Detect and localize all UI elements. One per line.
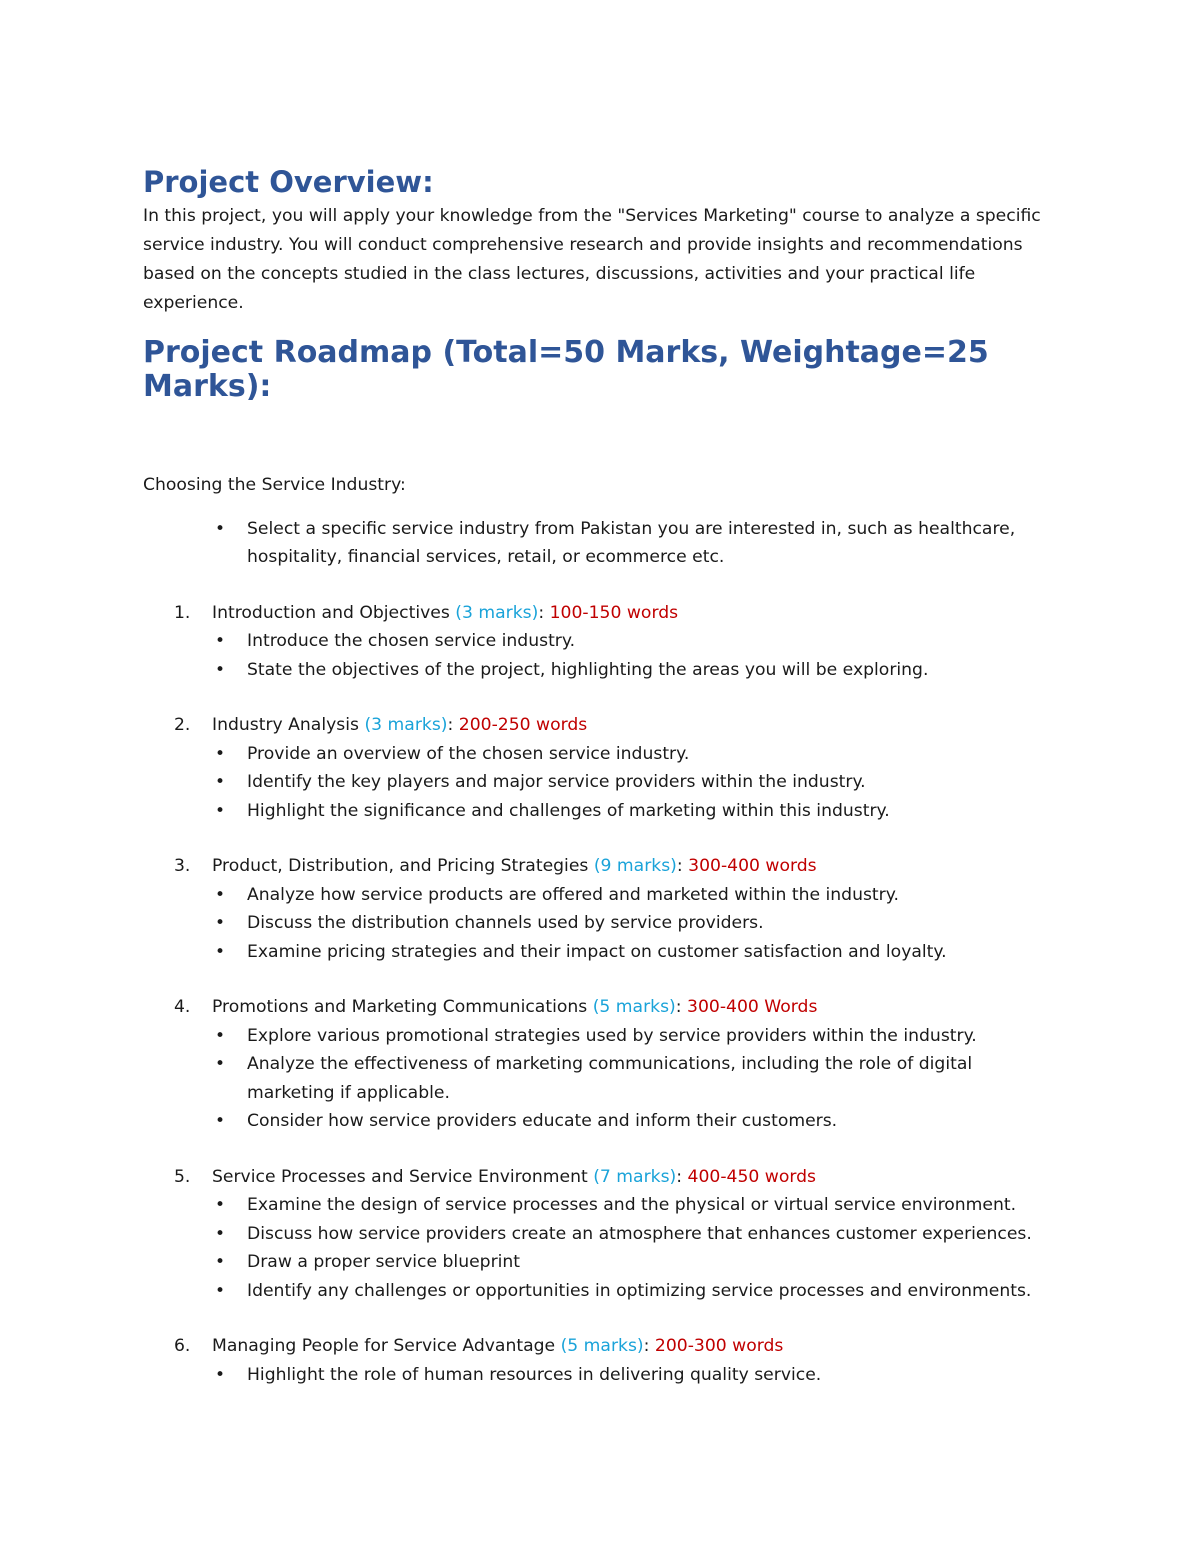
bullet-text: State the objectives of the project, highlighting the areas you will be exploring. [247, 659, 929, 680]
overview-paragraph [143, 202, 1073, 318]
section-name: Product, Distribution, and Pricing Strategies [212, 856, 589, 877]
bullet-text: Examine pricing strategies and their impact on customer satisfaction and loyalty. [247, 941, 947, 962]
bullet-icon: • [215, 1252, 226, 1273]
list-item [143, 909, 1073, 938]
bullet-text: Examine the design of service processes and the physical or virtual service environment. [247, 1195, 1017, 1216]
list-item [143, 1277, 1073, 1306]
bullet-icon: • [215, 743, 226, 764]
bullet-icon: • [215, 800, 226, 821]
list-item [143, 1191, 1073, 1220]
section-word-count: 200-300 words [654, 1336, 784, 1357]
section-marks: (5 marks) [592, 997, 676, 1018]
colon: : [676, 856, 689, 877]
bullet-icon: • [215, 941, 226, 962]
list-item [143, 627, 1073, 656]
section-word-count: 300-400 Words [687, 997, 818, 1018]
list-item [143, 1050, 1073, 1079]
colon: : [675, 997, 688, 1018]
list-item [143, 1022, 1073, 1051]
bullet-text: Consider how service providers educate and inform their customers. [247, 1111, 838, 1132]
bullet-icon: • [215, 1195, 226, 1216]
list-item [143, 1248, 1073, 1277]
bullet-text: marketing if applicable. [247, 1082, 450, 1103]
section-name: Promotions and Marketing Communications [212, 997, 588, 1018]
bullet-text: Introduce the chosen service industry. [247, 631, 576, 652]
bullet-text: Identify the key players and major service providers within the industry. [247, 772, 866, 793]
bullet-icon: • [215, 772, 226, 793]
section-title [143, 711, 1073, 740]
roadmap-heading-line: Project Roadmap (Total=50 Marks, Weightage=25 [143, 335, 989, 371]
overview-line: experience. [143, 293, 244, 314]
list-item [143, 1079, 1073, 1108]
section-number: 4. [174, 997, 191, 1018]
colon: : [676, 1166, 688, 1187]
bullet-icon: • [215, 913, 226, 934]
section-title [143, 1163, 1073, 1192]
section-4 [143, 993, 1073, 1136]
bullet-text: Select a specific service industry from Pakistan you are interested in, such as healthcare, [247, 518, 1016, 539]
choosing-label: Choosing the Service Industry: [143, 474, 406, 495]
bullet-text: Analyze how service products are offered and marketed within the industry. [247, 884, 899, 905]
section-name: Introduction and Objectives [212, 602, 450, 623]
bullet-icon: • [215, 1223, 226, 1244]
section-name: Industry Analysis [212, 715, 359, 736]
section-name: Service Processes and Service Environment [212, 1166, 588, 1187]
section-marks: (9 marks) [593, 856, 677, 877]
colon: : [538, 602, 550, 623]
bullet-icon: • [215, 631, 226, 652]
roadmap-heading-line: Marks): [143, 368, 272, 404]
list-item [143, 881, 1073, 910]
bullet-icon: • [215, 1054, 226, 1075]
bullet-icon: • [215, 1025, 226, 1046]
bullet-text: hospitality, financial services, retail, or ecommerce etc. [247, 547, 725, 568]
section-number: 3. [174, 856, 191, 877]
bullet-text: Discuss how service providers create an atmosphere that enhances customer experiences. [247, 1223, 1032, 1244]
section-bullet-list [143, 1191, 1073, 1305]
section-marks: (5 marks) [560, 1336, 644, 1357]
bullet-text: Provide an overview of the chosen service industry. [247, 743, 690, 764]
section-number: 2. [174, 715, 191, 736]
choosing-bullet-list [143, 515, 1073, 572]
list-item [143, 656, 1073, 685]
bullet-icon: • [215, 1280, 226, 1301]
section-1 [143, 599, 1073, 685]
list-item [143, 515, 1073, 544]
section-bullet-list [143, 740, 1073, 826]
bullet-icon: • [215, 518, 226, 539]
bullet-text: Identify any challenges or opportunities in optimizing service processes and environments. [247, 1280, 1032, 1301]
colon: : [643, 1336, 655, 1357]
list-item [143, 1107, 1073, 1136]
bullet-icon: • [215, 1364, 226, 1385]
bullet-icon: • [215, 1111, 226, 1132]
section-number: 5. [174, 1166, 191, 1187]
section-6 [143, 1332, 1073, 1389]
section-marks: (7 marks) [593, 1166, 677, 1187]
bullet-text: Highlight the role of human resources in delivering quality service. [247, 1364, 822, 1385]
section-bullet-list [143, 1022, 1073, 1136]
bullet-icon: • [215, 659, 226, 680]
section-title [143, 993, 1073, 1022]
section-name: Managing People for Service Advantage [212, 1336, 556, 1357]
section-word-count: 300-400 words [688, 856, 817, 877]
section-2 [143, 711, 1073, 825]
roadmap-heading [143, 336, 1073, 403]
section-number: 6. [174, 1336, 191, 1357]
section-marks: (3 marks) [364, 715, 448, 736]
overview-heading: Project Overview: [143, 165, 434, 199]
list-item [143, 1220, 1073, 1249]
bullet-text: Analyze the effectiveness of marketing communications, including the role of digital [247, 1054, 973, 1075]
section-bullet-list [143, 1361, 1073, 1390]
bullet-text: Explore various promotional strategies used by service providers within the industry. [247, 1025, 977, 1046]
bullet-text: Discuss the distribution channels used by service providers. [247, 913, 764, 934]
list-item [143, 543, 1073, 572]
section-word-count: 200-250 words [458, 715, 588, 736]
bullet-text: Draw a proper service blueprint [247, 1252, 521, 1273]
section-marks: (3 marks) [455, 602, 539, 623]
document-page [143, 160, 1073, 1389]
section-number: 1. [174, 602, 191, 623]
overview-line: In this project, you will apply your knowledge from the "Services Marketing" course to analyze a specific [143, 206, 1041, 227]
section-title [143, 599, 1073, 628]
bullet-icon: • [215, 884, 226, 905]
section-bullet-list [143, 627, 1073, 684]
list-item [143, 1361, 1073, 1390]
colon: : [447, 715, 459, 736]
list-item [143, 938, 1073, 967]
overview-line: service industry. You will conduct comprehensive research and provide insights and recommendations [143, 235, 1023, 256]
list-item [143, 768, 1073, 797]
section-3 [143, 852, 1073, 966]
overview-line: based on the concepts studied in the class lectures, discussions, activities and your practical life [143, 264, 976, 285]
section-word-count: 100-150 words [549, 602, 679, 623]
section-bullet-list [143, 881, 1073, 967]
section-title [143, 852, 1073, 881]
bullet-text: Highlight the significance and challenges of marketing within this industry. [247, 800, 890, 821]
section-5 [143, 1163, 1073, 1306]
section-word-count: 400-450 words [687, 1166, 816, 1187]
list-item [143, 797, 1073, 826]
section-title [143, 1332, 1073, 1361]
list-item [143, 740, 1073, 769]
